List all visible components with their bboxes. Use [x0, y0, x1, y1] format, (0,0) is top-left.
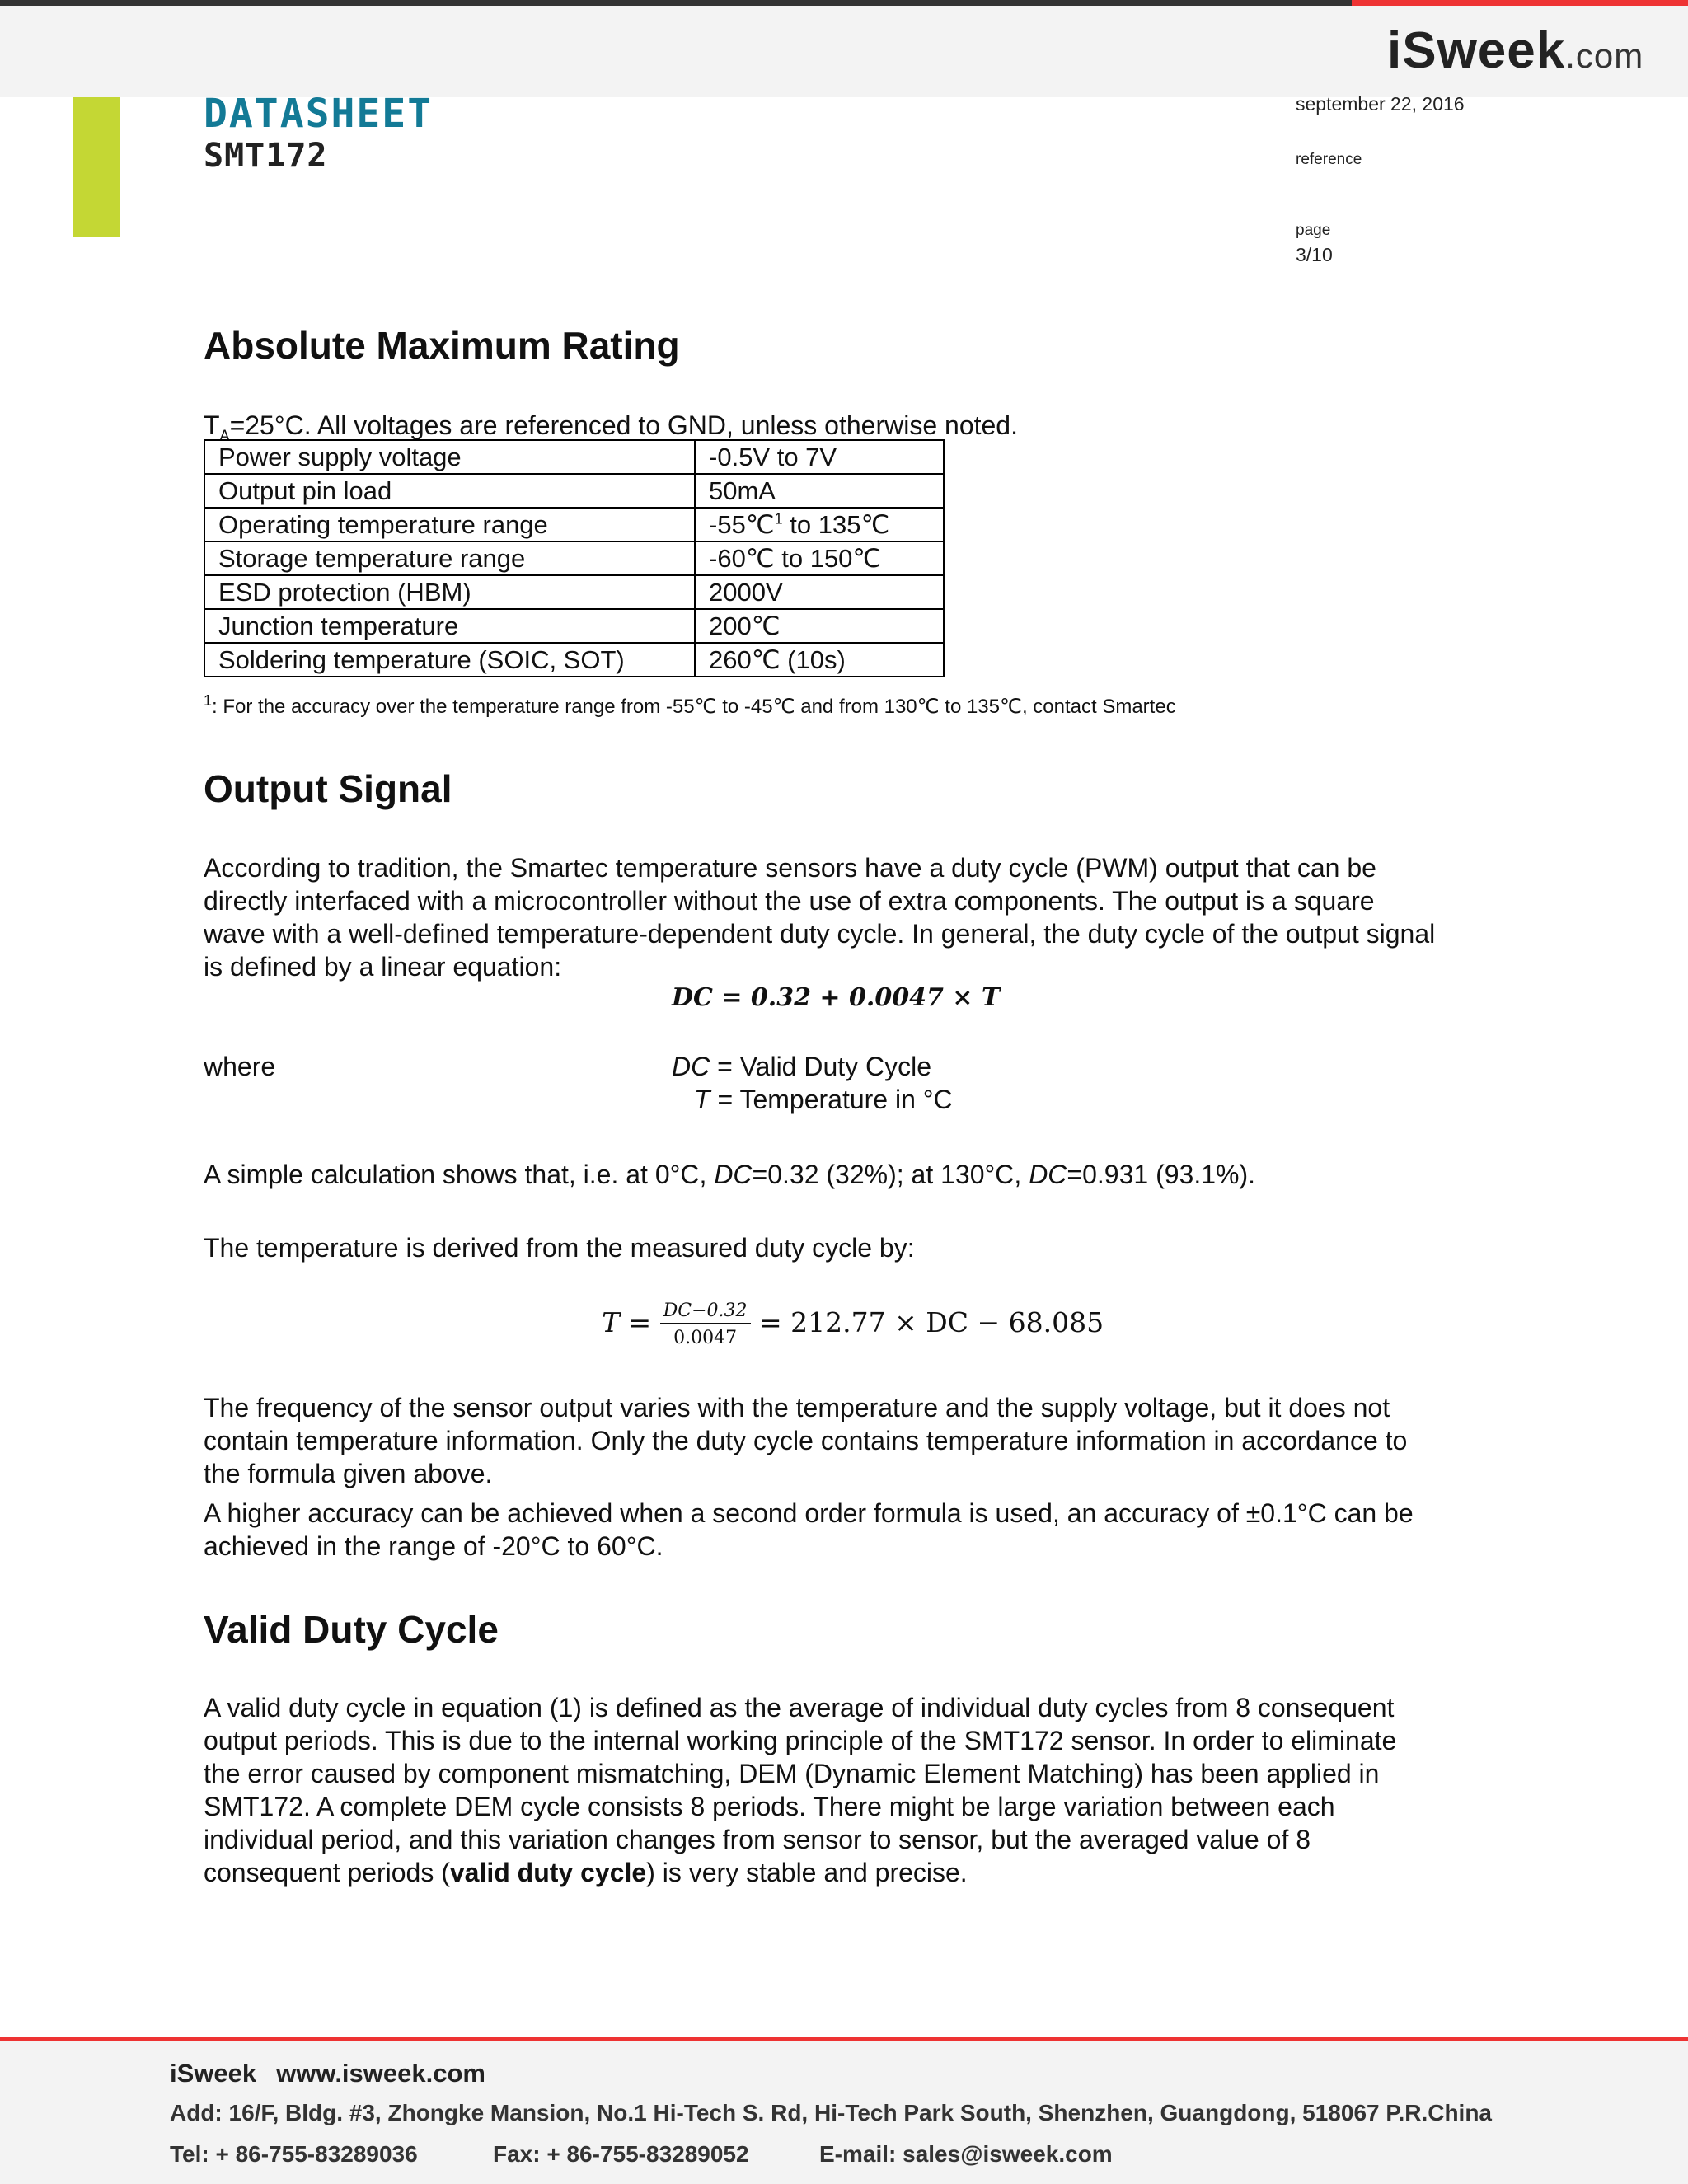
header-top-rule-accent: [1352, 0, 1688, 6]
param-cell: ESD protection (HBM): [204, 575, 695, 609]
page-label: page: [1296, 222, 1331, 239]
ratings-table: [204, 439, 945, 677]
value-cell: -55℃$^1$ to 135℃: [695, 508, 944, 541]
value-cell: -0.5V to 7V: [695, 440, 944, 474]
equation-duty-cycle: DC = 0.32 + 0.0047 × T: [672, 983, 1001, 1012]
derived-intro: The temperature is derived from the measured duty cycle by:: [204, 1233, 915, 1263]
where-label: where: [204, 1052, 276, 1081]
valid-duty-paragraph: A valid duty cycle in equation (1) is defined as the average of individual duty cycles from 8 consequent output periods. This is due to the internal working principle of the SMT172 sensor. In order to eliminate the error caused by component mismatching, DEM (Dynamic Element Matching) has been applied in SMT172. A complete DEM cycle consists 8 periods. There might be large variation between each individual period, and this variation changes from sensor to sensor, but the averaged value of 8 consequent periods (valid duty cycle) is very stable and precise.: [204, 1693, 1397, 1887]
value-cell: 50mA: [695, 474, 944, 508]
green-accent-bar: [73, 97, 120, 237]
table-row: [204, 643, 944, 677]
footer-brand-line: [170, 2059, 485, 2088]
footer-address: Add: 16/F, Bldg. #3, Zhongke Mansion, No.1 Hi-Tech S. Rd, Hi-Tech Park South, Shenzhen, Guangdong, 518067 P.R.China: [170, 2100, 1492, 2125]
product-name: SMT172: [204, 137, 328, 175]
table-row: [204, 474, 944, 508]
definition-dc: DC = Valid Duty Cycle: [672, 1052, 932, 1081]
header-top-rule: [0, 0, 1352, 6]
doc-date: september 22, 2016: [1296, 93, 1465, 115]
section-heading-amr: Absolute Maximum Rating: [204, 324, 680, 367]
definition-t: T = Temperature in °C: [694, 1085, 953, 1114]
equation-fraction: $\frac{DC-0.32}{0.0047}$: [660, 1301, 751, 1348]
param-cell: Operating temperature range: [204, 508, 695, 541]
footer-url[interactable]: www.isweek.com: [276, 2059, 485, 2088]
footer-fax: Fax: + 86-755-83289052: [493, 2141, 749, 2167]
equation-temperature: T = $\frac{DC-0.32}{0.0047}$ = 212.77 × DC − 68.085: [602, 1301, 1104, 1348]
table-row: [204, 541, 944, 575]
page-number: 3/10: [1296, 244, 1333, 265]
table-row: [204, 508, 944, 541]
value-cell: -60℃ to 150℃: [695, 541, 944, 575]
param-cell: Soldering temperature (SOIC, SOT): [204, 643, 695, 677]
doc-type-title: DATASHEET: [204, 91, 434, 137]
param-cell: Output pin load: [204, 474, 695, 508]
value-cell: 200℃: [695, 609, 944, 643]
footer-tel: Tel: + 86-755-83289036: [170, 2141, 418, 2167]
output-paragraph-accuracy: A higher accuracy can be achieved when a second order formula is used, an accuracy of ±0.1°C can be achieved in the range of -20°C to 60°C.: [204, 1498, 1414, 1561]
value-cell: 260℃ (10s): [695, 643, 944, 677]
footer-contacts: [170, 2141, 1113, 2168]
isweek-logo: iSweek.com: [1387, 22, 1644, 79]
calculation-example: A simple calculation shows that, i.e. at 0°C, DC=0.32 (32%); at 130°C, DC=0.931 (93.1%).: [204, 1160, 1255, 1189]
param-cell: Junction temperature: [204, 609, 695, 643]
table-row: [204, 440, 944, 474]
footer-email[interactable]: E-mail: sales@isweek.com: [819, 2141, 1113, 2167]
section-heading-valid-duty: Valid Duty Cycle: [204, 1608, 499, 1651]
amr-intro: $T_A=25^\circ C$. All voltages are referenced to GND, unless otherwise noted.: [204, 410, 1018, 444]
param-cell: Storage temperature range: [204, 541, 695, 575]
param-cell: Power supply voltage: [204, 440, 695, 474]
table-footnote: $^1$: For the accuracy over the temperature range from -55℃ to -45℃ and from 130℃ to 135℃, contact Smartec: [204, 692, 1176, 718]
output-paragraph-1: According to tradition, the Smartec temperature sensors have a duty cycle (PWM) output that can be directly interfaced with a microcontroller without the use of extra components. The output is a square wave with a well-defined temperature-dependent duty cycle. In general, the duty cycle of the output signal is defined by a linear equation:: [204, 853, 1436, 982]
section-heading-output: Output Signal: [204, 767, 452, 810]
table-row: [204, 609, 944, 643]
footer-brand: iSweek: [170, 2059, 257, 2088]
table-row: [204, 575, 944, 609]
value-cell: 2000V: [695, 575, 944, 609]
output-paragraph-frequency: The frequency of the sensor output varies with the temperature and the supply voltage, but it does not contain temperature information. Only the duty cycle contains temperature information in accordance to the formula given above.: [204, 1393, 1408, 1488]
reference-label: reference: [1296, 151, 1362, 168]
